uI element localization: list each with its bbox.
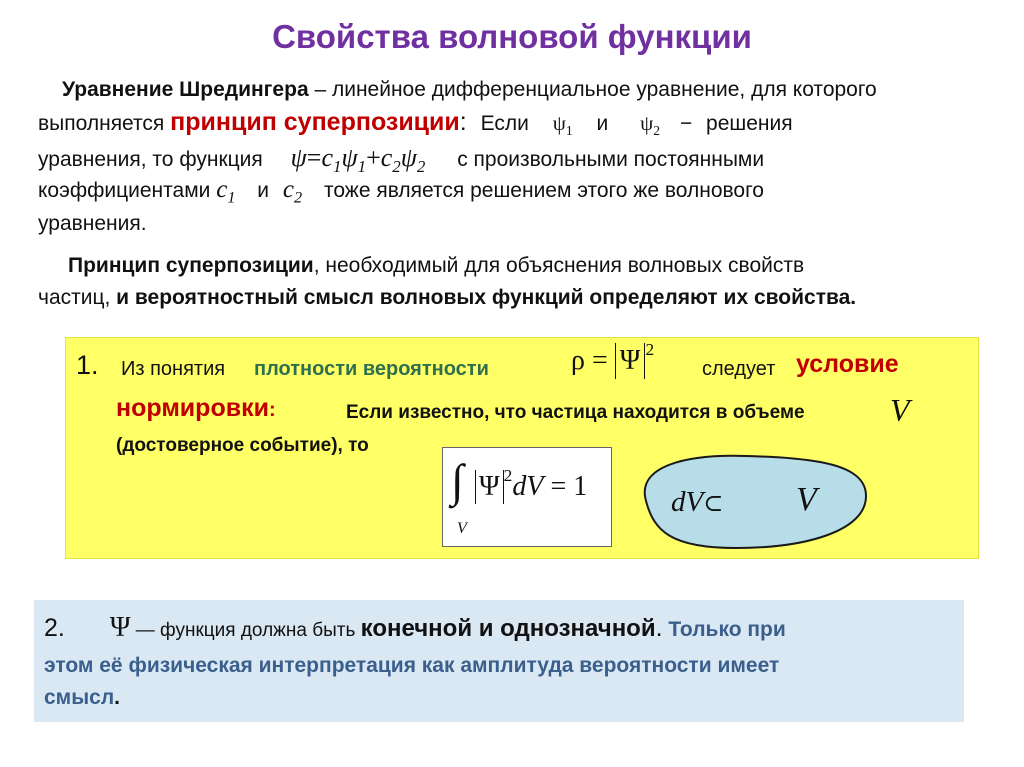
item2-final-dot: . [114,686,121,709]
p1-line2 [38,106,988,142]
p2-line1 [38,250,998,282]
psi1-sub: 1 [565,122,573,138]
p1-dash-text: – линейное дифференциальное уравнение, для которого [308,78,877,101]
item1-intro: Из понятия [121,358,226,380]
item1-dot: . [91,350,99,380]
uniqueness-box [34,600,964,722]
p1-line2-start: выполняется [38,112,171,135]
psi2-letter: ψ [640,111,654,135]
density-power: 2 [645,340,655,359]
psi1-symbol [552,111,573,138]
sp-psi1-sub: 1 [357,156,367,176]
coef-c2-letter: c [282,176,294,203]
p2-mid: , необходимый для объяснения волновых свойств [313,254,805,277]
item2-num: 2 [44,614,58,642]
sp-c2: c [380,143,393,172]
int-power: 2 [503,466,513,485]
item1-known: Если известно, что частица находится в объеме [346,402,805,423]
int-psi: Ψ [479,470,500,502]
superposition-formula [290,143,426,176]
blob-v: V [796,481,817,518]
rho-eq: ρ = [571,344,615,376]
integral-sign: ∫ [451,455,464,506]
p1-line4-start: коэффициентами [38,179,211,202]
superposition-paragraph [38,250,998,314]
integral-body [475,466,587,504]
item2-dot: . [57,614,65,642]
volume-symbol: V [890,392,910,428]
finite-term: конечной и однозначной [360,615,656,642]
sp-psi2: ψ [400,143,417,172]
normalization-integral [442,447,612,547]
p1-and: и [596,112,609,135]
p1-line1 [38,74,988,106]
p1-minus: − [679,112,693,135]
p1-and2: и [257,179,270,202]
p1-colon: : [459,108,467,136]
p1-line4-end: тоже является решением этого же волнового [323,179,764,202]
condition-term: условие [796,350,899,378]
p2-line2 [38,282,998,314]
sp-c1-sub: 1 [333,156,342,176]
coef-c2 [282,176,303,207]
item2-blue3: смысл [44,686,115,709]
sp-c1: c [321,143,333,172]
item2-line1 [44,612,786,644]
sp-eq: = [306,143,322,172]
p1-line3 [38,142,988,174]
schrodinger-paragraph [38,74,988,240]
item2-blue2: этом её физическая интерпретация как амплитуда вероятности имеет [44,654,780,677]
item2-line3 [44,686,120,710]
sp-psi2-sub: 2 [416,156,426,176]
integral-sub: V [457,520,467,537]
int-abs-psi [475,470,504,504]
p2-line2-start: частиц, [38,286,111,309]
sp-plus: + [366,143,381,172]
p2-bold-start: Принцип суперпозиции [68,254,314,277]
normalization-term: нормировки [116,394,269,422]
coef-c2-sub: 2 [293,188,303,207]
int-dv: dV [512,470,544,502]
item1-event: (достоверное событие), то [116,435,369,456]
dv-text: dV [671,486,704,518]
coef-c1-letter: c [216,176,228,203]
p1-line5: уравнения. [38,212,147,235]
int-result: = 1 [550,470,588,502]
psi1-letter: ψ [552,111,566,135]
p1-line3-start: уравнения, то функция [38,148,263,171]
schrodinger-term: Уравнение Шредингера [62,78,309,101]
volume-blob [626,446,876,556]
p1-solutions: решения [706,112,793,135]
item1-num: 1 [76,350,92,380]
abs-psi-letter: Ψ [619,344,641,376]
item2-dot2: . [655,614,663,642]
density-term: плотности вероятности [254,358,489,380]
item2-dash-text: — функция должна быть [130,620,361,641]
p1-line4 [38,174,988,208]
page-title: Свойства волновой функции [272,18,752,55]
psi2-symbol [640,111,661,138]
normalization-colon: : [268,399,276,421]
dv-label [671,486,723,519]
p1-line3-end: с произвольными постоянными [457,148,765,171]
coef-c1 [216,176,236,207]
sp-c2-sub: 2 [392,156,401,176]
p2-bold-end: и вероятностный смысл волновых функций определяют их свойства. [110,286,857,309]
sp-psi1: ψ [341,143,358,172]
coef-c1-sub: 1 [227,188,236,207]
superposition-term: принцип суперпозиции [170,108,460,136]
density-formula [571,340,654,379]
item1-number [76,350,99,381]
psi2-sub: 2 [653,122,661,138]
item2-blue1: Только при [662,618,786,641]
sp-psi: ψ [290,143,307,172]
normalization-line [116,394,276,423]
item1-follows: следует [702,358,776,380]
subset-symbol: ⊂ [703,491,724,517]
abs-psi [615,343,646,379]
p1-if: Если [480,112,529,135]
item2-psi: Ψ [109,612,131,643]
